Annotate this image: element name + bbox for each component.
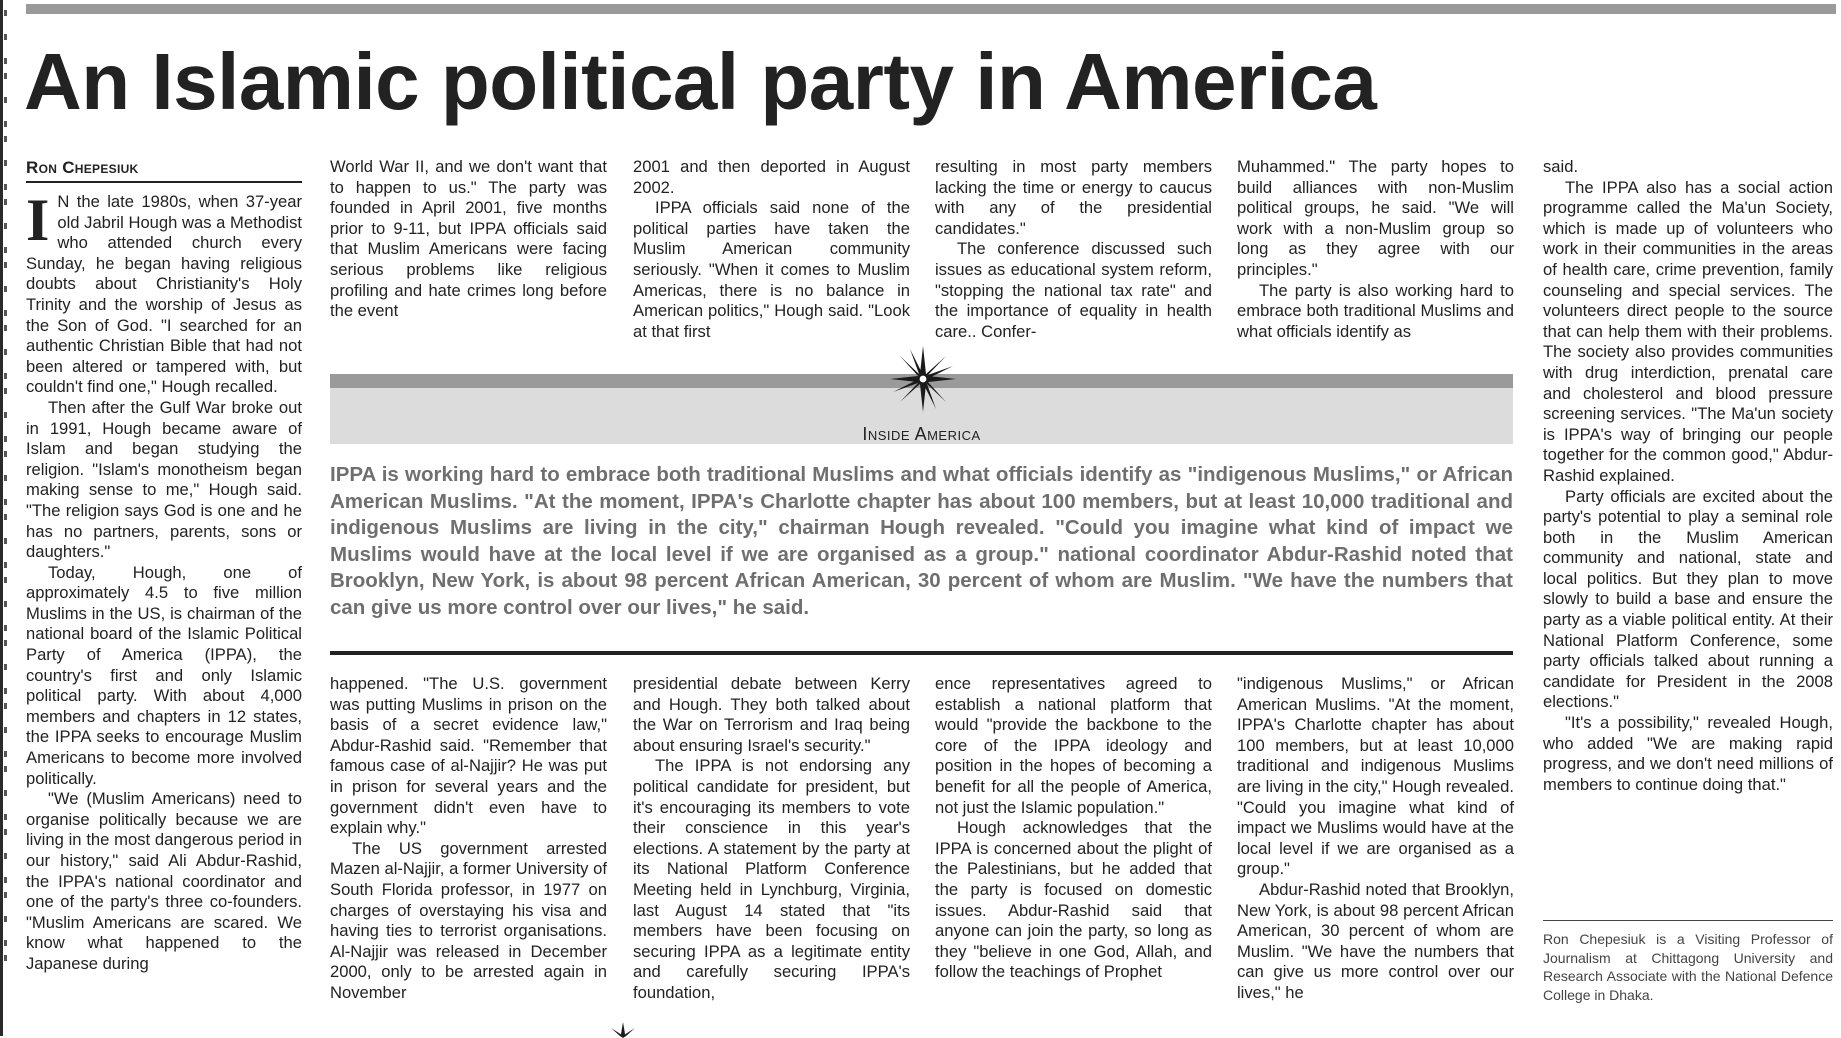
edge-speck [4, 538, 7, 544]
edge-speck [4, 184, 7, 190]
paragraph: "We (Muslim Americans) need to organise politically because we are living in the most dangerous period in our history," said Ali Abdur-Rashid, the IPPA's national coordinator and one of the party's three co-founders. "Muslim Americans are scared. We know what happened to the Japanese during [26, 789, 302, 973]
edge-speck [4, 877, 7, 883]
paragraph: happened. "The U.S. government was putting Muslims in prison on the basis of a secret evidence law," Abdur-Rashid said. "Remember that famous case of al-Najjir? He was put in prison for several years and the government didn't even have to explain why." [330, 674, 607, 838]
article-column-5-top [1237, 157, 1514, 342]
article-column-4-top [935, 157, 1212, 342]
article-column-1 [26, 187, 302, 975]
adjacent-column-edge [4, 10, 8, 1020]
compass-star-icon [890, 346, 956, 412]
edge-speck [4, 703, 7, 709]
edge-speck [4, 916, 7, 922]
paragraph: Muhammed." The party hopes to build alliances with non-Muslim political groups, he said. "We will work with a non-Muslim group so long as they agree with our principles." [1237, 157, 1514, 279]
edge-speck [4, 577, 7, 583]
edge-speck [4, 451, 7, 457]
edge-speck [4, 514, 7, 520]
edge-speck [4, 349, 7, 355]
paragraph: The IPPA is not endorsing any political candidate for president, but it's encouraging its members to vote their conscience in this year's elections. A statement by the party at its National Platform Conference Meeting held in Lynchburg, Virginia, last August 14 stated that "its members have been focusing on securing IPPA as a legitimate entity and carefully securing IPPA's foundation, [633, 756, 910, 1002]
edge-speck [4, 475, 7, 481]
edge-speck [4, 223, 7, 229]
paragraph: The party is also working hard to embrace both traditional Muslims and what officials identify as [1237, 280, 1514, 341]
article-column-6 [1543, 157, 1833, 795]
paragraph: Party officials are excited about the party's potential to play a seminal role both in the Muslim American community and national, state and local politics. But they plan to move slowly to build a base and ensure the party as a viable political entity. At their National Platform Conference, some party officials talked about running a candidate for President in the 2008 elections." [1543, 486, 1833, 712]
article-column-3-bottom [633, 674, 910, 1004]
edge-speck [4, 436, 7, 442]
edge-speck [4, 625, 7, 631]
paragraph: Hough acknowledges that the IPPA is concerned about the plight of the Palestinians, but he added that the party is focused on domestic issues. Abdur-Rashid said that anyone can join the party, so long as they "believe in one God, Allah, and follow the teachings of Prophet [935, 818, 1212, 982]
edge-speck [4, 562, 7, 568]
edge-speck [4, 664, 7, 670]
edge-speck [4, 829, 7, 835]
article-column-3-top [633, 157, 910, 342]
edge-speck [4, 34, 7, 40]
edge-speck [4, 790, 7, 796]
box-bottom-rule [330, 651, 1513, 655]
edge-speck [4, 373, 7, 379]
edge-speck [4, 136, 7, 142]
edge-speck [4, 601, 7, 607]
edge-speck [4, 121, 7, 127]
edge-speck [4, 73, 7, 79]
paragraph: 2001 and then deported in August 2002. [633, 157, 910, 197]
edge-speck [4, 97, 7, 103]
author-note: Ron Chepesiuk is a Visiting Professor of Journalism at Chittagong University and Research Associate with the National Defence College in Dhaka. [1543, 931, 1833, 1003]
article-column-5-bottom [1237, 674, 1514, 1004]
pull-quote: IPPA is working hard to embrace both traditional Muslims and what officials identify as "indigenous Muslims," or African American Muslims. "At the moment, IPPA's Charlotte chapter has about 100 members, but at least 10,000 traditional and indigenous Muslims are living in the city," chairman Hough revealed. "Could you imagine what kind of impact we Muslims would have at the local level if we are organised as a group." national coordinator Abdur-Rashid noted that Brooklyn, New York, is about 98 percent African American, 30 percent of whom are Muslim. "We have the numbers that can give us more control over our lives," he said. [330, 463, 1513, 619]
author-note-rule [1543, 920, 1833, 921]
edge-speck [4, 160, 7, 166]
edge-speck [4, 247, 7, 253]
page-edge-rule [0, 0, 3, 1036]
paragraph: The conference discussed such issues as educational system reform, "stopping the national tax rate" and the importance of equality in health care.. Confer- [935, 239, 1212, 341]
paragraph: "indigenous Muslims," or African American Muslims. "At the moment, IPPA's Charlotte chapter has about 100 members, but at least 10,000 traditional and indigenous Muslims are living in the city," Hough revealed. "Could you imagine what kind of impact we Muslims would have at the local level if we are organised as a group." [1237, 674, 1514, 879]
top-gray-bar [26, 4, 1836, 14]
paragraph: IPPA officials said none of the political parties have taken the Muslim American community seriously. "When it comes to Muslim Americas, there is no balance in American politics," Hough said. "Look at that first [633, 198, 910, 341]
edge-speck [4, 892, 7, 898]
paragraph: World War II, and we don't want that to happen to us." The party was founded in April 2001, five months prior to 9-11, but IPPA officials said that Muslim Americans were facing serious problems like religious profiling and hate crimes long before the event [330, 157, 607, 321]
edge-speck [4, 325, 7, 331]
edge-speck [4, 286, 7, 292]
headline: An Islamic political party in America [24, 37, 1377, 126]
edge-speck [4, 814, 7, 820]
edge-speck [4, 751, 7, 757]
edge-speck [4, 58, 7, 64]
paragraph: "It's a possibility," revealed Hough, who added "We are making rapid progress, and we don't need millions of members to continue doing that." [1543, 713, 1833, 794]
paragraph [26, 187, 302, 398]
edge-speck [4, 727, 7, 733]
drop-cap: I [26, 187, 50, 253]
paragraph: said. [1543, 157, 1579, 176]
paragraph-text: N the late 1980s, when 37-year old Jabril Hough was a Methodist who attended church every Sunday, he began having religious doubts about Christianity's Holy Trinity and the worship of Jesus as the Son of God. "I searched for an authentic Christian Bible that had not been altered or tampered with, but couldn't find one," Hough recalled. [26, 192, 302, 397]
edge-speck [4, 640, 7, 646]
edge-speck [4, 388, 7, 394]
article-column-2-bottom [330, 674, 607, 1004]
edge-speck [4, 853, 7, 859]
edge-speck [4, 262, 7, 268]
edge-speck [4, 688, 7, 694]
edge-speck [4, 766, 7, 772]
article-column-4-bottom [935, 674, 1212, 983]
section-label: Inside America [862, 424, 981, 444]
edge-speck [4, 499, 7, 505]
paragraph: resulting in most party members lacking the time or energy to caucus with any of the presidential candidates." [935, 157, 1212, 238]
edge-speck [4, 412, 7, 418]
edge-speck [4, 310, 7, 316]
paragraph: The US government arrested Mazen al-Najjir, a former University of South Florida professor, in 1977 on charges of overstaying his visa and having ties to terrorist organisations. Al-Najjir was released in December 2000, only to be arrested again in November [330, 838, 607, 1002]
article-column-2-top [330, 157, 607, 322]
paragraph: The IPPA also has a social action programme called the Ma'un Society, which is made up of volunteers who work in their communities in the areas of health care, crime prevention, family counseling and special services. The volunteers direct people to the source that can help them with their problems. The society also provides communities with drug interdiction, prenatal care and cholesterol and blood pressure screening services. "The Ma'un society is IPPA's way of bringing our people together for the common good," Abdur-Rashid explained. [1543, 177, 1833, 485]
paragraph: presidential debate between Kerry and Hough. They both talked about the War on Terrorism and Iraq being about ensuring Israel's security." [633, 674, 910, 755]
paragraph: Then after the Gulf War broke out in 1991, Hough became aware of Islam and began studying the religion. "Islam's monotheism began making sense to me," Hough said. "The religion says God is one and he has no partners, parents, sons or daughters." [26, 397, 302, 562]
edge-speck [4, 955, 7, 961]
edge-speck [4, 10, 7, 16]
paragraph: Abdur-Rashid noted that Brooklyn, New York, is about 98 percent African American, 30 percent of whom are Muslim. "We have the numbers that can give us more control over our lives," he [1237, 879, 1514, 1002]
byline: Ron Chepesiuk [26, 158, 302, 183]
paragraph: Today, Hough, one of approximately 4.5 to five million Muslims in the US, is chairman of the national board of the Islamic Political Party of America (IPPA), the country's first and only Islamic political party. With about 4,000 members and chapters in 12 states, the IPPA seeks to encourage Muslim Americans to become more involved politically. [26, 562, 302, 788]
edge-speck [4, 940, 7, 946]
edge-speck [4, 199, 7, 205]
paragraph: ence representatives agreed to establish a national platform that would "provide the backbone to the core of the IPPA ideology and position in the hopes of becoming a benefit for all the people of America, not just the Islamic population." [935, 674, 1212, 817]
